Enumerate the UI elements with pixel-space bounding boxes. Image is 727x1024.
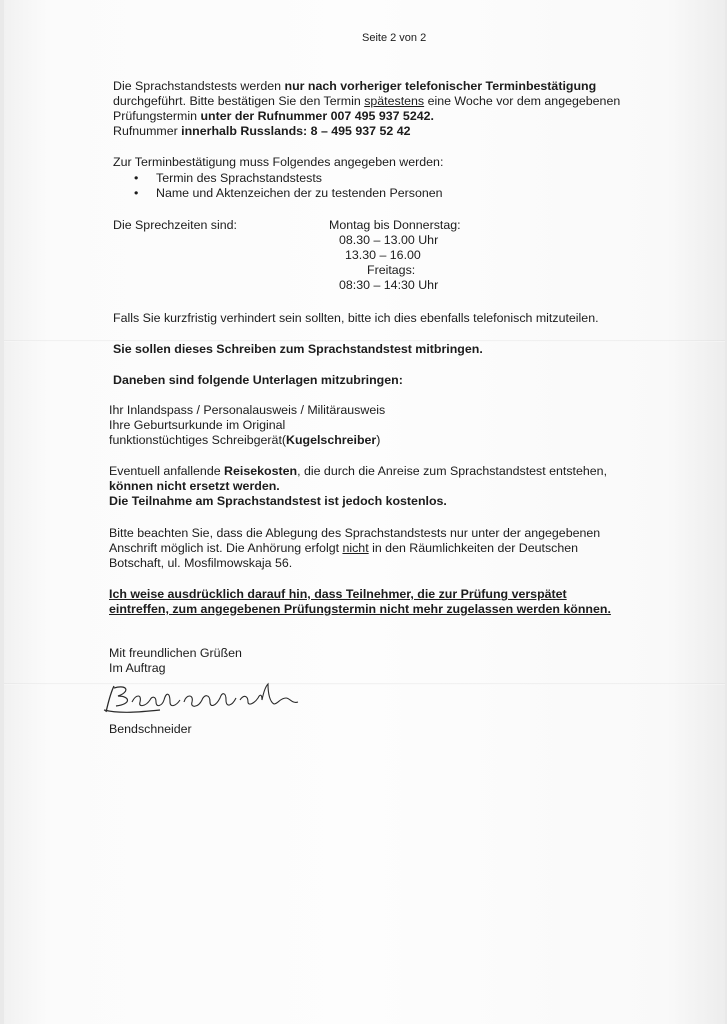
para-appointment-line-3: Prüfungstermin unter der Rufnummer 007 495 937 5242. (113, 109, 434, 123)
bullet-item: Name und Aktenzeichen der zu testenden Personen (156, 186, 443, 200)
closing-auftrag: Im Auftrag (109, 661, 166, 675)
para-cancellation: Falls Sie kurzfristig verhindert sein sollten, bitte ich dies ebenfalls telefonisch mitzuteilen. (113, 311, 599, 325)
bullet-icon: • (134, 171, 139, 185)
para-costs-line-3: Die Teilnahme am Sprachstandstest ist jedoch kostenlos. (109, 494, 447, 508)
office-hours-label: Die Sprechzeiten sind: (113, 218, 237, 232)
office-hours-line: 08.30 – 13.00 Uhr (339, 233, 439, 247)
office-hours-line: 13.30 – 16.00 (345, 248, 421, 262)
para-appointment-line-1: Die Sprachstandstests werden nur nach vorheriger telefonischer Terminbestätigung (113, 79, 597, 93)
document-item: funktionstüchtiges Schreibgerät(Kugelschreiber) (109, 433, 381, 447)
bullet-icon: • (134, 186, 139, 200)
para-costs-line-2: können nicht ersetzt werden. (109, 479, 280, 493)
closing-greeting: Mit freundlichen Grüßen (109, 646, 242, 660)
para-documents-heading: Daneben sind folgende Unterlagen mitzubringen: (113, 373, 403, 387)
para-appointment-line-2: durchgeführt. Bitte bestätigen Sie den Termin spätestens eine Woche vor dem angegebenen (113, 94, 621, 108)
para-costs-line-1: Eventuell anfallende Reisekosten, die durch die Anreise zum Sprachstandstest entstehen, (109, 464, 608, 478)
document-item: Ihr Inlandspass / Personalausweis / Militärausweis (109, 403, 386, 417)
bullet-item: Termin des Sprachstandstests (156, 171, 322, 185)
para-location-line-2: Anschrift möglich ist. Die Anhörung erfolgt nicht in den Räumlichkeiten der Deutschen (109, 541, 579, 555)
office-hours-line: Freitags: (367, 263, 416, 277)
para-bring-letter: Sie sollen dieses Schreiben zum Sprachstandstest mitbringen. (113, 342, 483, 356)
para-location-line-1: Bitte beachten Sie, dass die Ablegung des Sprachstandstests nur unter der angegebenen (109, 526, 601, 540)
para-appointment-line-4: Rufnummer innerhalb Russlands: 8 – 495 937 52 42 (113, 124, 411, 138)
page-number: Seite 2 von 2 (362, 32, 427, 44)
confirmation-intro: Zur Terminbestätigung muss Folgendes angegeben werden: (113, 155, 444, 169)
document-item: Ihre Geburtsurkunde im Original (109, 418, 286, 432)
signer-name: Bendschneider (109, 722, 192, 736)
para-location-line-3: Botschaft, ul. Mosfilmowskaja 56. (109, 556, 293, 570)
office-hours-line: Montag bis Donnerstag: (329, 218, 461, 232)
office-hours-line: 08:30 – 14:30 Uhr (339, 278, 439, 292)
letter-page (4, 0, 725, 1024)
handwritten-signature (100, 680, 310, 720)
warning-line-1: Ich weise ausdrücklich darauf hin, dass Teilnehmer, die zur Prüfung verspätet (109, 587, 567, 601)
warning-line-2: eintreffen, zum angegebenen Prüfungstermin nicht mehr zugelassen werden können. (109, 602, 611, 616)
